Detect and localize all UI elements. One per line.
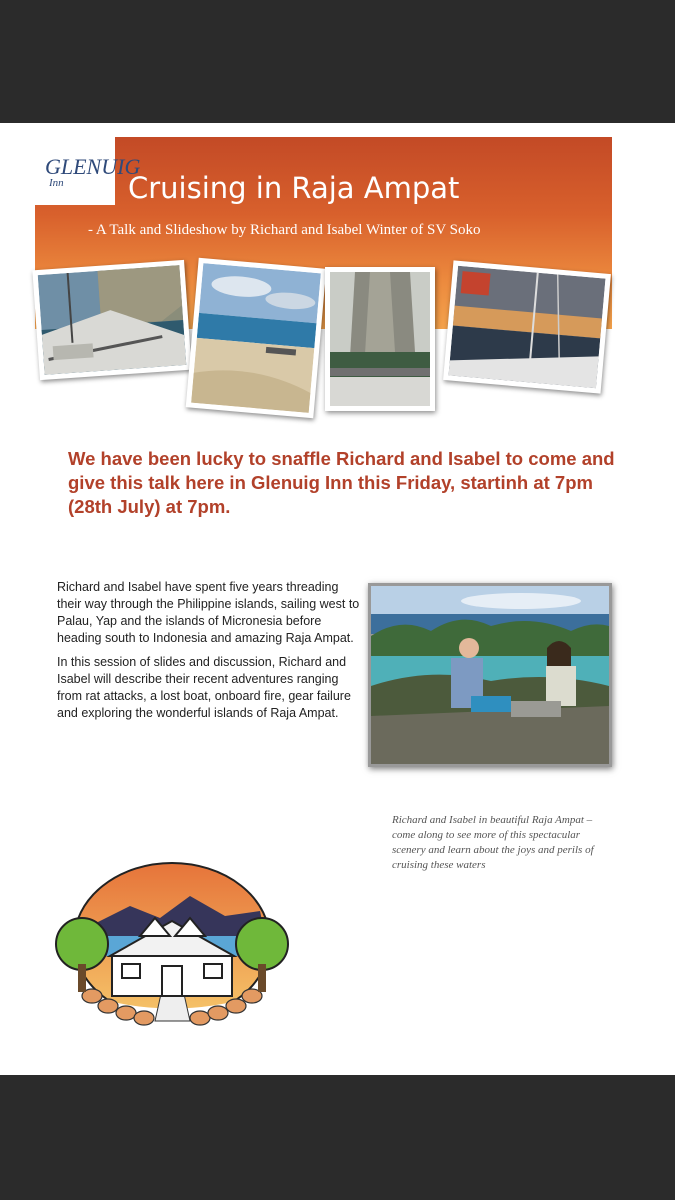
logo-name: GLENUIG: [45, 154, 141, 179]
glenuig-logo: [35, 137, 141, 205]
photo-boat-deck: [32, 260, 191, 380]
poster-title: Cruising in Raja Ampat: [128, 171, 460, 205]
photo-mast: [325, 267, 435, 411]
logo-sub: Inn: [49, 177, 64, 189]
paragraph-intro: Richard and Isabel have spent five years threading their way through the Philippine islands, sailing west to Palau, Yap and the islands of Micronesia before heading south to Indonesia and amazing Raja Ampat.: [57, 580, 360, 645]
couple-photo: [368, 583, 612, 767]
photo-caption: Richard and Isabel in beautiful Raja Ampat – come along to see more of this spectacular scenery and learn about the joys and perils of cruising these waters: [392, 814, 594, 871]
photo-beach: [186, 258, 327, 419]
inn-illustration: [50, 856, 295, 1026]
paragraph-session: In this session of slides and discussion, Richard and Isabel will describe their recent adventures ranging from rat attacks, a lost boat, onboard fire, gear failure and exploring the wonderful islands of Raja Ampat.: [57, 655, 351, 720]
body-text: [57, 579, 362, 729]
photo-sunset: [443, 260, 611, 393]
headline: We have been lucky to snaffle Richard and Isabel to come and give this talk here in Glenuig Inn this Friday, startinh at 7pm (28th July) at 7pm.: [68, 448, 615, 517]
poster-subtitle: - A Talk and Slideshow by Richard and Isabel Winter of SV Soko: [88, 222, 481, 238]
poster-page: [0, 123, 675, 1075]
